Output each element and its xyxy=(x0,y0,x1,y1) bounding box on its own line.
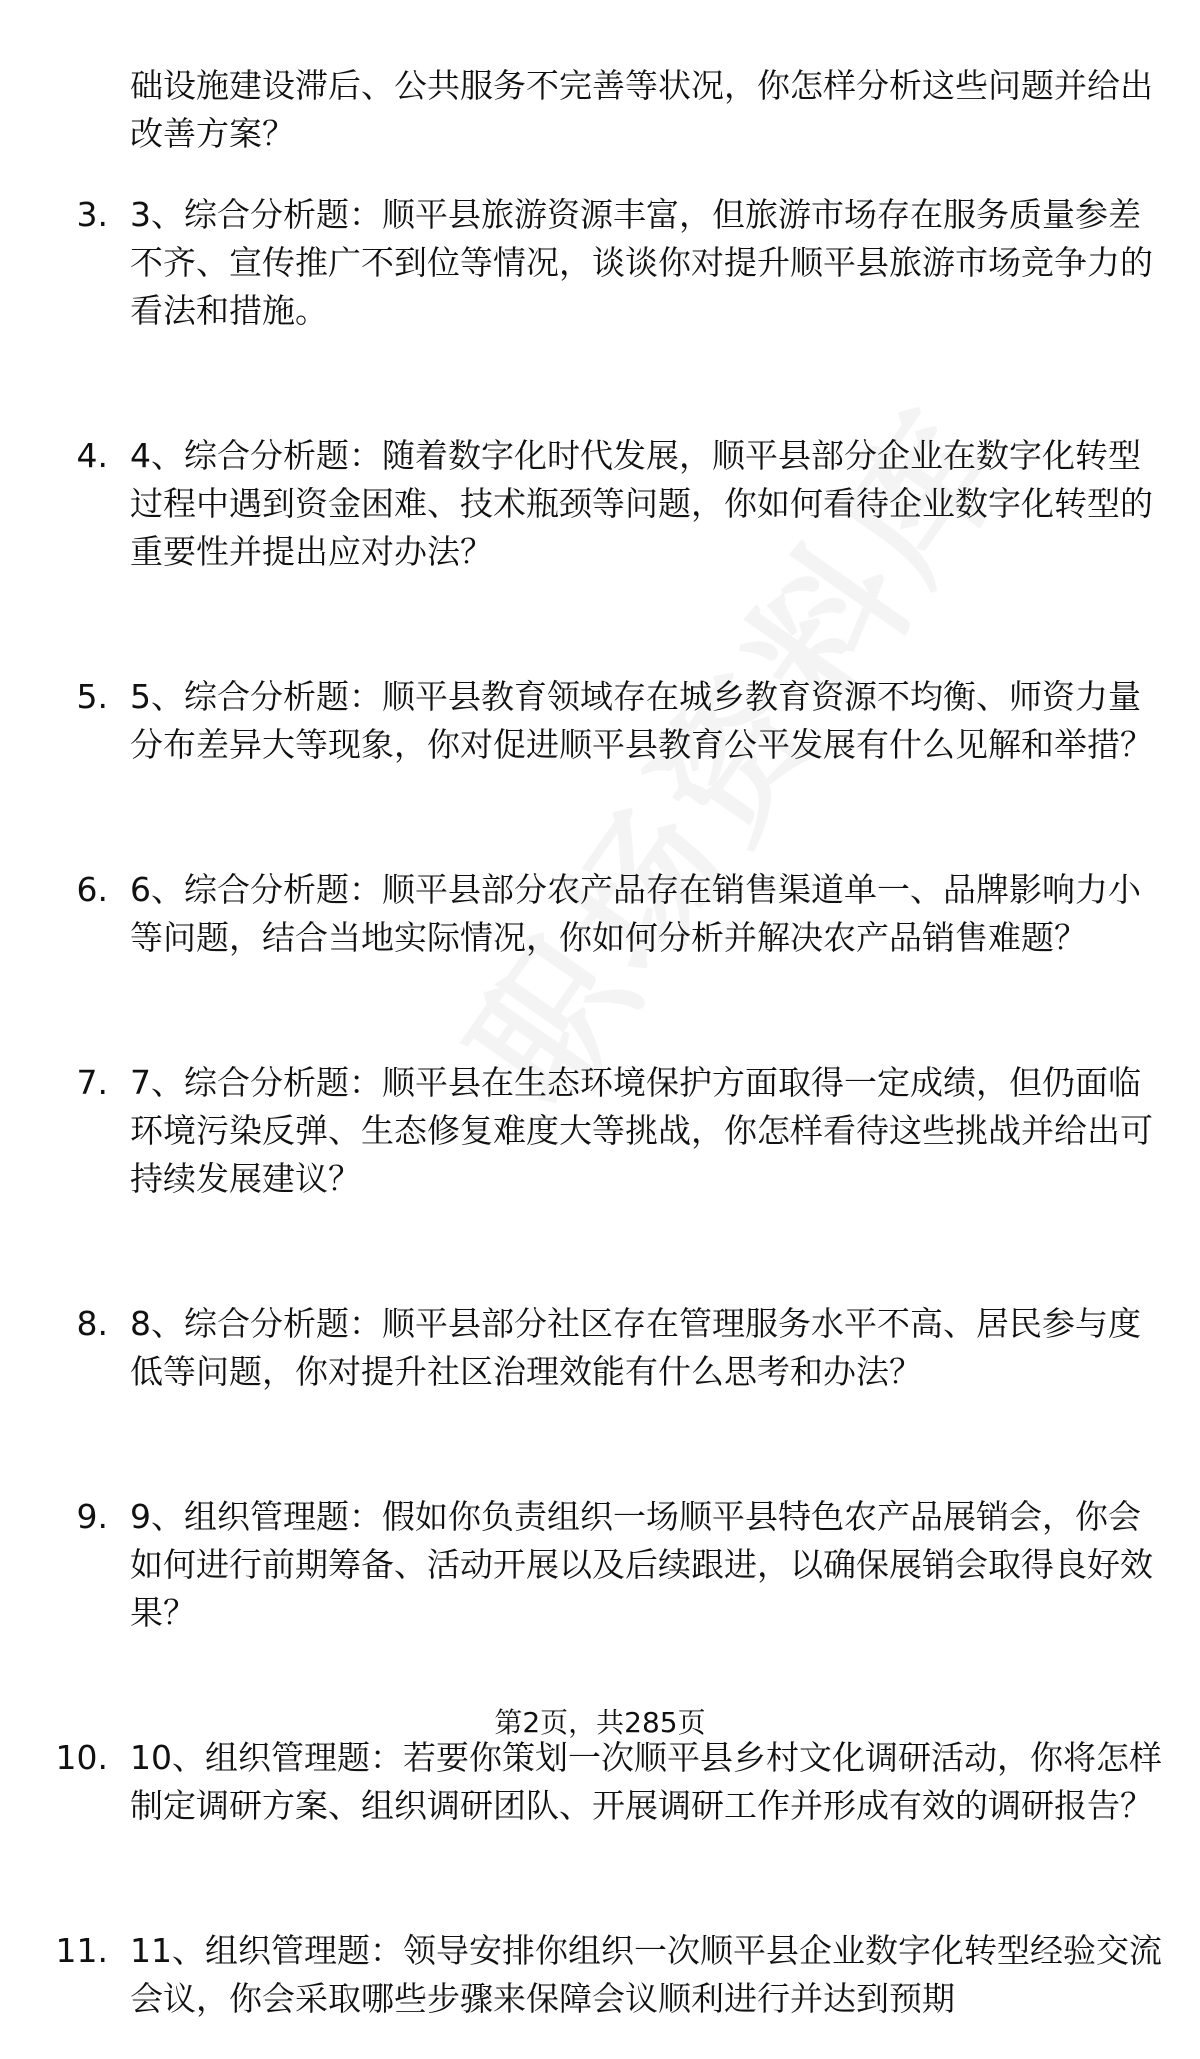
item-text: 7、综合分析题：顺平县在生态环境保护方面取得一定成绩，但仍面临环境污染反弹、生态修复难度大等挑战，你怎样看待这些挑战并给出可持续发展建议？ xyxy=(130,1063,1153,1198)
list-item xyxy=(0,1673,1200,1830)
list-item xyxy=(0,1432,1200,1637)
list-item xyxy=(0,130,1200,335)
item-number: 4. xyxy=(76,436,108,475)
list-item xyxy=(0,998,1200,1203)
item-number: 8. xyxy=(76,1304,108,1343)
list-item xyxy=(0,805,1200,962)
list-item xyxy=(0,371,1200,576)
item-text: 3、综合分析题：顺平县旅游资源丰富，但旅游市场存在服务质量参差不齐、宣传推广不到位等情况，谈谈你对提升顺平县旅游市场竞争力的看法和措施。 xyxy=(130,195,1153,330)
list-item xyxy=(0,1239,1200,1396)
item-number: 6. xyxy=(76,870,108,909)
item-text: 6、综合分析题：顺平县部分农产品存在销售渠道单一、品牌影响力小等问题，结合当地实际情况，你如何分析并解决农产品销售难题？ xyxy=(130,870,1141,957)
item-text: 4、综合分析题：随着数字化时代发展，顺平县部分企业在数字化转型过程中遇到资金困难、技术瓶颈等问题，你如何看待企业数字化转型的重要性并提出应对办法？ xyxy=(130,436,1153,571)
list-item xyxy=(0,1866,1200,2023)
item-number: 10. xyxy=(55,1738,108,1777)
item-number: 7. xyxy=(76,1063,108,1102)
item-text: 11、组织管理题：领导安排你组织一次顺平县企业数字化转型经验交流会议，你会采取哪些步骤来保障会议顺利进行并达到预期 xyxy=(130,1931,1162,2018)
item-text: 9、组织管理题：假如你负责组织一场顺平县特色农产品展销会，你会如何进行前期筹备、活动开展以及后续跟进，以确保展销会取得良好效果？ xyxy=(130,1497,1153,1632)
question-list xyxy=(0,130,1200,2059)
item-number: 9. xyxy=(76,1497,108,1536)
continuation-paragraph: 础设施建设滞后、公共服务不完善等状况，你怎样分析这些问题并给出改善方案？ xyxy=(130,66,1153,153)
item-text: 10、组织管理题：若要你策划一次顺平县乡村文化调研活动，你将怎样制定调研方案、组织调研团队、开展调研工作并形成有效的调研报告？ xyxy=(130,1738,1162,1825)
item-text: 8、综合分析题：顺平县部分社区存在管理服务水平不高、居民参与度低等问题，你对提升社区治理效能有什么思考和办法？ xyxy=(130,1304,1141,1391)
item-number: 3. xyxy=(76,195,108,234)
item-number: 11. xyxy=(55,1931,108,1970)
page-footer: 第2页，共285页 xyxy=(494,1706,706,1739)
list-item xyxy=(0,612,1200,769)
item-number: 5. xyxy=(76,677,108,716)
item-text: 5、综合分析题：顺平县教育领域存在城乡教育资源不均衡、师资力量分布差异大等现象，你对促进顺平县教育公平发展有什么见解和举措？ xyxy=(130,677,1153,764)
